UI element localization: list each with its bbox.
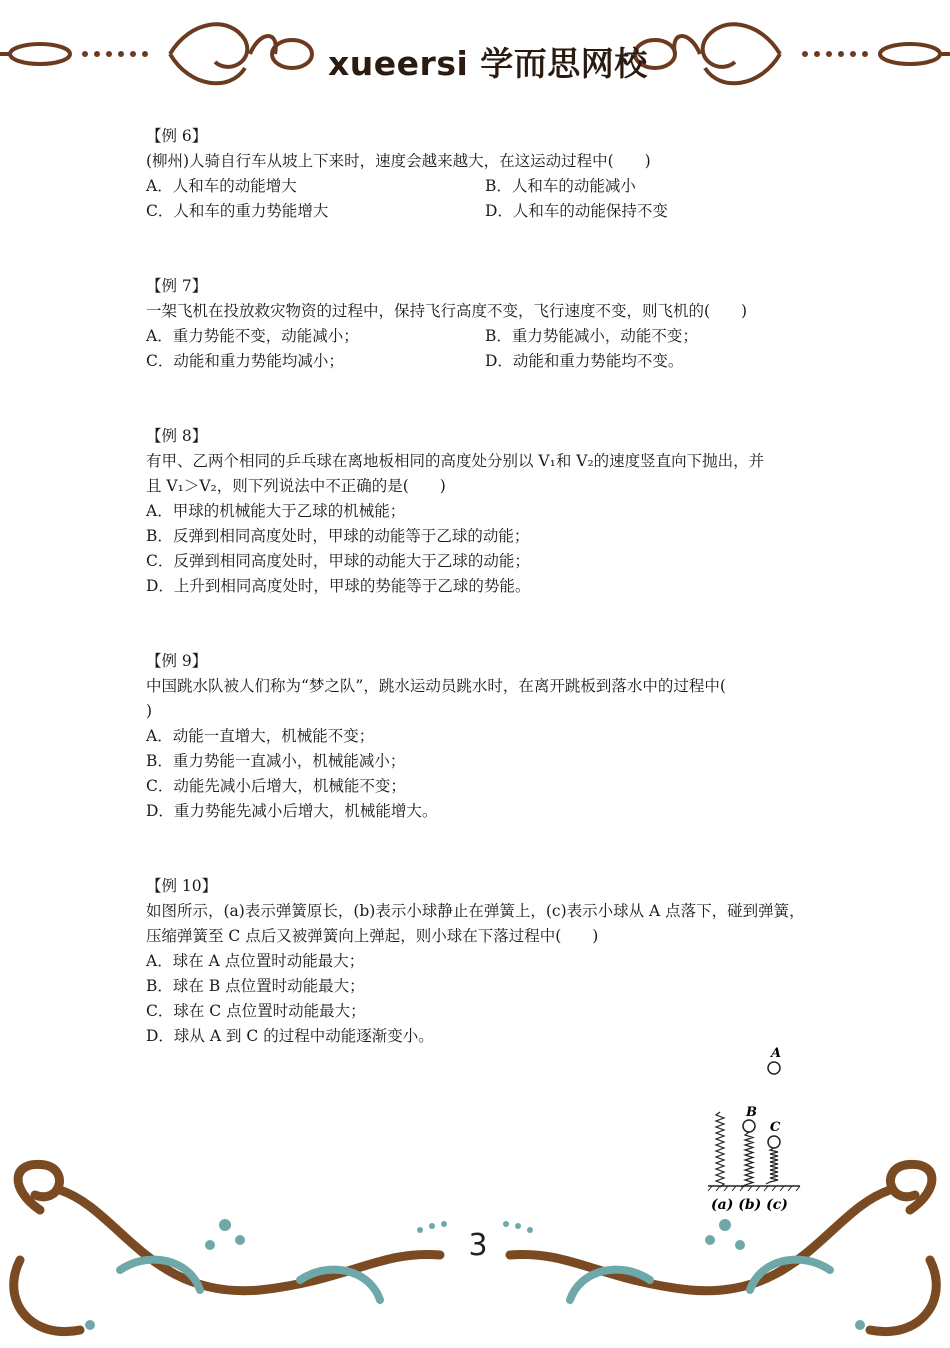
option-a: A．甲球的机械能大于乙球的机械能； (146, 502, 406, 520)
question-stem-line-2: 且 V₁＞V₂，则下列说法中不正确的是( ) (146, 477, 446, 495)
question-stem-line-2: ) (146, 702, 153, 720)
example-8 (146, 424, 811, 599)
options-grid (146, 324, 811, 374)
option-d: D．人和车的动能保持不变 (485, 202, 668, 220)
example-10 (146, 874, 811, 1049)
option-b: B．反弹到相同高度处时，甲球的动能等于乙球的动能； (146, 527, 530, 545)
point-label-b: B (746, 1105, 757, 1120)
option-a: A．球在 A 点位置时动能最大； (146, 952, 365, 970)
option-a: A．人和车的动能增大 (146, 177, 297, 195)
example-label: 【例 6】 (146, 127, 208, 145)
option-a: A．重力势能不变，动能减小； (146, 327, 359, 345)
example-label: 【例 9】 (146, 652, 208, 670)
question-stem-line-1: 有甲、乙两个相同的乒乓球在离地板相同的高度处分别以 V₁和 V₂的速度竖直向下抛出，并 (146, 452, 765, 470)
option-c: C．反弹到相同高度处时，甲球的动能大于乙球的动能； (146, 552, 530, 570)
question-stem-line-1: 如图所示，(a)表示弹簧原长，(b)表示小球静止在弹簧上，(c)表示小球从 A 点落下，碰到弹簧， (146, 902, 805, 920)
ball-a (768, 1062, 780, 1074)
option-d: D．重力势能先减小后增大，机械能增大。 (146, 802, 438, 820)
header-banner (0, 0, 950, 100)
option-b: B．人和车的动能减小 (485, 177, 636, 195)
option-d: D．动能和重力势能均不变。 (485, 352, 684, 370)
example-label: 【例 7】 (146, 277, 208, 295)
option-b: B．球在 B 点位置时动能最大； (146, 977, 365, 995)
question-stem-line-1: 中国跳水队被人们称为“梦之队”，跳水运动员跳水时，在离开跳板到落水中的过程中( (146, 677, 726, 695)
question-stem: 一架飞机在投放救灾物资的过程中，保持飞行高度不变，飞行速度不变，则飞机的( ) (146, 302, 748, 320)
example-label: 【例 8】 (146, 427, 208, 445)
brand-logo-text: xueersi 学而思网校 (328, 44, 648, 83)
option-b: B．重力势能减小，动能不变； (485, 327, 698, 345)
option-c: C．人和车的重力势能增大 (146, 202, 329, 220)
example-6 (146, 124, 811, 224)
option-b: B．重力势能一直减小，机械能减小； (146, 752, 406, 770)
question-stem-line-2: 压缩弹簧至 C 点后又被弹簧向上弹起，则小球在下落过程中( ) (146, 927, 599, 945)
figure-caption: (a) (b) (c) (711, 1197, 788, 1213)
ball-b (743, 1120, 755, 1132)
example-7 (146, 274, 811, 374)
exercise-list (146, 124, 811, 1099)
example-label: 【例 10】 (146, 877, 218, 895)
option-a: A．动能一直增大，机械能不变； (146, 727, 375, 745)
point-label-c: C (770, 1120, 781, 1135)
question-stem: (柳州)人骑自行车从坡上下来时，速度会越来越大，在这运动过程中( ) (146, 152, 651, 170)
page-number: 3 (468, 1228, 488, 1263)
example-9 (146, 649, 811, 824)
option-c: C．动能先减小后增大，机械能不变； (146, 777, 406, 795)
options-grid (146, 174, 811, 224)
point-label-a: A (771, 1046, 782, 1061)
option-c: C．动能和重力势能均减小； (146, 352, 344, 370)
option-c: C．球在 C 点位置时动能最大； (146, 1002, 366, 1020)
option-d: D．球从 A 到 C 的过程中动能逐渐变小。 (146, 1027, 434, 1045)
option-d: D．上升到相同高度处时，甲球的势能等于乙球的势能。 (146, 577, 531, 595)
ball-c (768, 1136, 780, 1148)
